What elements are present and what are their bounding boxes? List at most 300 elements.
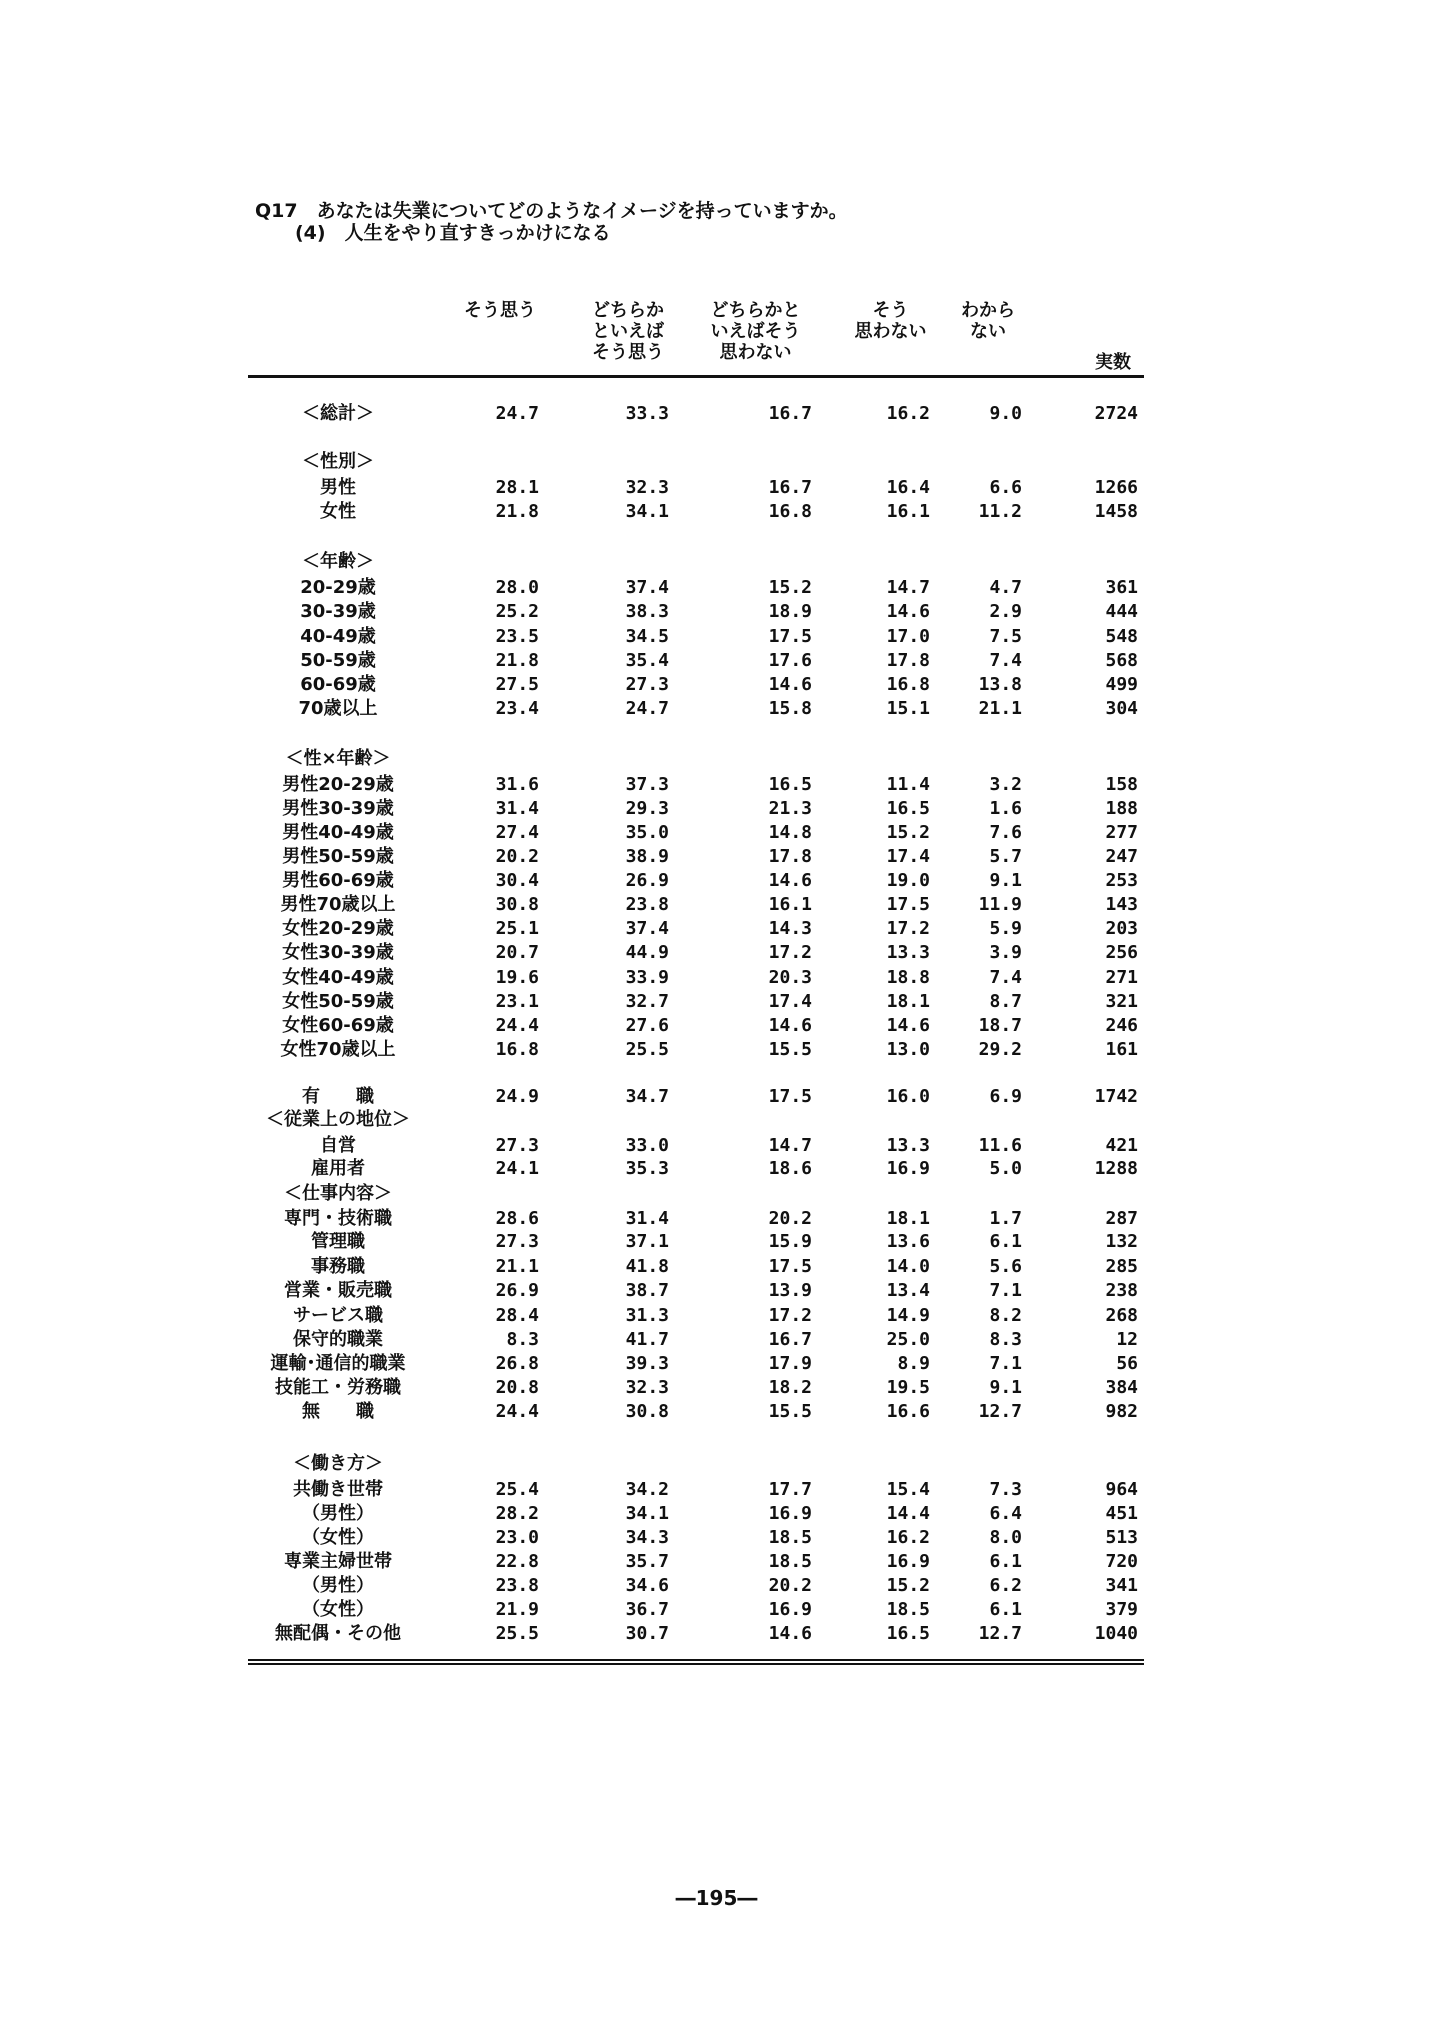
table-row (0, 966, 1433, 990)
table-row (0, 697, 1433, 721)
disagree-value: 14.6 (886, 1015, 930, 1036)
count-value: 161 (1105, 1039, 1138, 1060)
disagree-value: 16.0 (886, 1086, 930, 1107)
table-row (0, 797, 1433, 821)
somewhat-agree-value: 41.8 (625, 1256, 669, 1277)
somewhat-agree-value: 37.4 (625, 577, 669, 598)
row-label: 運輸･通信的職業 (270, 1353, 406, 1374)
disagree-value: 13.3 (886, 1135, 930, 1156)
dont-know-value: 18.7 (978, 1015, 1022, 1036)
agree-value: 30.8 (495, 894, 539, 915)
count-value: 188 (1105, 798, 1138, 819)
row-label: （男性） (302, 1503, 374, 1524)
count-value: 444 (1105, 601, 1138, 622)
disagree-value: 11.4 (886, 774, 930, 795)
col-header-agree: そう思う (464, 300, 536, 321)
dont-know-value: 3.2 (989, 774, 1022, 795)
table-row (0, 1134, 1433, 1158)
disagree-value: 13.0 (886, 1039, 930, 1060)
disagree-value: 18.5 (886, 1599, 930, 1620)
agree-value: 26.9 (495, 1280, 539, 1301)
question-line-2: (4) 人生をやり直すきっかけになる (295, 222, 611, 244)
count-value: 271 (1105, 967, 1138, 988)
agree-value: 21.8 (495, 650, 539, 671)
row-label: 男性30-39歳 (282, 798, 394, 819)
somewhat-agree-value: 32.7 (625, 991, 669, 1012)
agree-value: 21.8 (495, 501, 539, 522)
row-label: 男性40-49歳 (282, 822, 394, 843)
somewhat-disagree-value: 16.8 (768, 501, 812, 522)
somewhat-disagree-value: 18.5 (768, 1551, 812, 1572)
somewhat-agree-value: 29.3 (625, 798, 669, 819)
agree-value: 30.4 (495, 870, 539, 891)
agree-value: 26.8 (495, 1353, 539, 1374)
disagree-value: 17.5 (886, 894, 930, 915)
agree-value: 24.1 (495, 1158, 539, 1179)
somewhat-disagree-value: 17.5 (768, 626, 812, 647)
col-header-count: 実数 (1095, 352, 1131, 373)
count-value: 1742 (1094, 1086, 1138, 1107)
row-label: 女性60-69歳 (282, 1015, 394, 1036)
dont-know-value: 7.1 (989, 1353, 1022, 1374)
table-row (0, 990, 1433, 1014)
somewhat-agree-value: 34.3 (625, 1527, 669, 1548)
section-heading-row (0, 1182, 1433, 1206)
disagree-value: 18.1 (886, 991, 930, 1012)
somewhat-disagree-value: 18.6 (768, 1158, 812, 1179)
section-heading-row (0, 550, 1433, 574)
row-label: ＜総計＞ (302, 403, 374, 424)
dont-know-value: 5.9 (989, 918, 1022, 939)
dont-know-value: 7.4 (989, 967, 1022, 988)
agree-value: 24.4 (495, 1401, 539, 1422)
count-value: 421 (1105, 1135, 1138, 1156)
somewhat-disagree-value: 16.7 (768, 1329, 812, 1350)
dont-know-value: 7.3 (989, 1479, 1022, 1500)
table-row (0, 917, 1433, 941)
table-top-rule (248, 375, 1144, 378)
agree-value: 28.2 (495, 1503, 539, 1524)
somewhat-disagree-value: 14.6 (768, 1623, 812, 1644)
table-row (0, 773, 1433, 797)
disagree-value: 16.6 (886, 1401, 930, 1422)
dont-know-value: 9.0 (989, 403, 1022, 424)
somewhat-disagree-value: 21.3 (768, 798, 812, 819)
count-value: 720 (1105, 1551, 1138, 1572)
disagree-value: 15.1 (886, 698, 930, 719)
table-row (0, 1352, 1433, 1376)
somewhat-agree-value: 41.7 (625, 1329, 669, 1350)
somewhat-disagree-value: 20.2 (768, 1208, 812, 1229)
disagree-value: 13.3 (886, 942, 930, 963)
somewhat-disagree-value: 14.6 (768, 1015, 812, 1036)
table-row (0, 500, 1433, 524)
agree-value: 25.1 (495, 918, 539, 939)
dont-know-value: 13.8 (978, 674, 1022, 695)
disagree-value: 13.4 (886, 1280, 930, 1301)
somewhat-disagree-value: 14.3 (768, 918, 812, 939)
dont-know-value: 5.0 (989, 1158, 1022, 1179)
table-row (0, 1230, 1433, 1254)
somewhat-disagree-value: 18.5 (768, 1527, 812, 1548)
table-row (0, 649, 1433, 673)
agree-value: 20.8 (495, 1377, 539, 1398)
row-label: 専業主婦世帯 (284, 1551, 392, 1572)
table-row (0, 402, 1433, 426)
dont-know-value: 7.4 (989, 650, 1022, 671)
count-value: 247 (1105, 846, 1138, 867)
table-row (0, 1622, 1433, 1646)
somewhat-agree-value: 35.3 (625, 1158, 669, 1179)
somewhat-agree-value: 34.1 (625, 501, 669, 522)
agree-value: 22.8 (495, 1551, 539, 1572)
agree-value: 16.8 (495, 1039, 539, 1060)
disagree-value: 15.2 (886, 822, 930, 843)
count-value: 379 (1105, 1599, 1138, 1620)
somewhat-agree-value: 32.3 (625, 1377, 669, 1398)
dont-know-value: 12.7 (978, 1401, 1022, 1422)
somewhat-disagree-value: 16.7 (768, 403, 812, 424)
somewhat-agree-value: 38.7 (625, 1280, 669, 1301)
disagree-value: 16.1 (886, 501, 930, 522)
row-label: 女性70歳以上 (280, 1039, 396, 1060)
agree-value: 28.1 (495, 477, 539, 498)
somewhat-agree-value: 32.3 (625, 477, 669, 498)
count-value: 238 (1105, 1280, 1138, 1301)
col-header-disagree: そう 思わない (854, 300, 927, 342)
row-label: 共働き世帯 (293, 1479, 383, 1500)
somewhat-agree-value: 34.6 (625, 1575, 669, 1596)
row-label: 保守的職業 (293, 1329, 383, 1350)
table-row (0, 1038, 1433, 1062)
disagree-value: 16.4 (886, 477, 930, 498)
table-bottom-rule (248, 1659, 1144, 1665)
agree-value: 28.0 (495, 577, 539, 598)
agree-value: 24.9 (495, 1086, 539, 1107)
somewhat-agree-value: 30.8 (625, 1401, 669, 1422)
row-label: 女性50-59歳 (282, 991, 394, 1012)
somewhat-agree-value: 30.7 (625, 1623, 669, 1644)
count-value: 287 (1105, 1208, 1138, 1229)
section-heading: ＜仕事内容＞ (284, 1183, 392, 1204)
somewhat-disagree-value: 15.9 (768, 1231, 812, 1252)
count-value: 56 (1116, 1353, 1138, 1374)
agree-value: 20.2 (495, 846, 539, 867)
disagree-value: 16.9 (886, 1158, 930, 1179)
table-row (0, 1502, 1433, 1526)
dont-know-value: 9.1 (989, 870, 1022, 891)
table-row (0, 893, 1433, 917)
dont-know-value: 7.5 (989, 626, 1022, 647)
table-row (0, 1014, 1433, 1038)
agree-value: 28.6 (495, 1208, 539, 1229)
table-row (0, 1304, 1433, 1328)
dont-know-value: 9.1 (989, 1377, 1022, 1398)
count-value: 268 (1105, 1305, 1138, 1326)
dont-know-value: 11.9 (978, 894, 1022, 915)
somewhat-agree-value: 31.4 (625, 1208, 669, 1229)
dont-know-value: 6.1 (989, 1231, 1022, 1252)
question-line-1: Q17 あなたは失業についてどのようなイメージを持っていますか。 (255, 200, 848, 222)
somewhat-disagree-value: 17.9 (768, 1353, 812, 1374)
agree-value: 23.1 (495, 991, 539, 1012)
somewhat-disagree-value: 17.6 (768, 650, 812, 671)
dont-know-value: 8.3 (989, 1329, 1022, 1350)
count-value: 277 (1105, 822, 1138, 843)
row-label: 男性60-69歳 (282, 870, 394, 891)
count-value: 253 (1105, 870, 1138, 891)
somewhat-disagree-value: 16.9 (768, 1503, 812, 1524)
somewhat-disagree-value: 13.9 (768, 1280, 812, 1301)
row-label: 30-39歳 (300, 601, 376, 622)
dont-know-value: 6.4 (989, 1503, 1022, 1524)
somewhat-agree-value: 35.7 (625, 1551, 669, 1572)
table-row (0, 941, 1433, 965)
agree-value: 23.4 (495, 698, 539, 719)
disagree-value: 14.4 (886, 1503, 930, 1524)
somewhat-disagree-value: 16.9 (768, 1599, 812, 1620)
disagree-value: 16.9 (886, 1551, 930, 1572)
row-label: 専門・技術職 (284, 1208, 392, 1229)
somewhat-disagree-value: 16.1 (768, 894, 812, 915)
somewhat-disagree-value: 15.2 (768, 577, 812, 598)
count-value: 451 (1105, 1503, 1138, 1524)
section-heading-row (0, 1108, 1433, 1132)
somewhat-agree-value: 44.9 (625, 942, 669, 963)
count-value: 158 (1105, 774, 1138, 795)
row-label: 男性50-59歳 (282, 846, 394, 867)
disagree-value: 16.2 (886, 403, 930, 424)
section-heading: ＜性×年齢＞ (285, 748, 391, 769)
row-label: 管理職 (311, 1231, 365, 1252)
count-value: 1040 (1094, 1623, 1138, 1644)
dont-know-value: 8.0 (989, 1527, 1022, 1548)
agree-value: 27.4 (495, 822, 539, 843)
row-label: 男性 (320, 477, 356, 498)
row-label: 自営 (320, 1135, 356, 1156)
row-label: 雇用者 (311, 1158, 365, 1179)
dont-know-value: 1.6 (989, 798, 1022, 819)
agree-value: 31.4 (495, 798, 539, 819)
row-label: 20-29歳 (300, 577, 376, 598)
col-header-somewhat-agree: どちらか といえば そう思う (592, 300, 664, 363)
table-row (0, 1400, 1433, 1424)
disagree-value: 14.9 (886, 1305, 930, 1326)
somewhat-agree-value: 24.7 (625, 698, 669, 719)
somewhat-disagree-value: 17.4 (768, 991, 812, 1012)
count-value: 361 (1105, 577, 1138, 598)
agree-value: 23.5 (495, 626, 539, 647)
row-label: （女性） (302, 1527, 374, 1548)
somewhat-agree-value: 35.0 (625, 822, 669, 843)
row-label: 有 職 (302, 1086, 374, 1107)
agree-value: 8.3 (506, 1329, 539, 1350)
agree-value: 27.3 (495, 1135, 539, 1156)
section-heading: ＜従業上の地位＞ (266, 1109, 410, 1130)
row-label: （男性） (302, 1575, 374, 1596)
somewhat-disagree-value: 20.3 (768, 967, 812, 988)
somewhat-disagree-value: 20.2 (768, 1575, 812, 1596)
count-value: 548 (1105, 626, 1138, 647)
agree-value: 28.4 (495, 1305, 539, 1326)
count-value: 285 (1105, 1256, 1138, 1277)
somewhat-disagree-value: 17.7 (768, 1479, 812, 1500)
table-row (0, 1157, 1433, 1181)
count-value: 1266 (1094, 477, 1138, 498)
dont-know-value: 5.6 (989, 1256, 1022, 1277)
somewhat-disagree-value: 14.6 (768, 674, 812, 695)
count-value: 982 (1105, 1401, 1138, 1422)
row-label: 女性40-49歳 (282, 967, 394, 988)
row-label: サービス職 (293, 1305, 383, 1326)
table-row (0, 600, 1433, 624)
disagree-value: 17.2 (886, 918, 930, 939)
dont-know-value: 21.1 (978, 698, 1022, 719)
row-label: 無 職 (302, 1401, 374, 1422)
count-value: 499 (1105, 674, 1138, 695)
agree-value: 21.1 (495, 1256, 539, 1277)
disagree-value: 14.7 (886, 577, 930, 598)
disagree-value: 17.0 (886, 626, 930, 647)
row-label: 50-59歳 (300, 650, 376, 671)
dont-know-value: 4.7 (989, 577, 1022, 598)
somewhat-disagree-value: 17.5 (768, 1086, 812, 1107)
table-row (0, 1598, 1433, 1622)
disagree-value: 19.5 (886, 1377, 930, 1398)
section-heading: ＜性別＞ (302, 451, 374, 472)
agree-value: 25.4 (495, 1479, 539, 1500)
somewhat-agree-value: 33.0 (625, 1135, 669, 1156)
somewhat-agree-value: 34.5 (625, 626, 669, 647)
somewhat-agree-value: 38.3 (625, 601, 669, 622)
somewhat-agree-value: 34.7 (625, 1086, 669, 1107)
somewhat-agree-value: 23.8 (625, 894, 669, 915)
count-value: 341 (1105, 1575, 1138, 1596)
dont-know-value: 6.1 (989, 1551, 1022, 1572)
count-value: 1458 (1094, 501, 1138, 522)
somewhat-agree-value: 25.5 (625, 1039, 669, 1060)
count-value: 964 (1105, 1479, 1138, 1500)
count-value: 143 (1105, 894, 1138, 915)
somewhat-disagree-value: 18.9 (768, 601, 812, 622)
somewhat-disagree-value: 17.2 (768, 1305, 812, 1326)
disagree-value: 14.0 (886, 1256, 930, 1277)
somewhat-disagree-value: 14.8 (768, 822, 812, 843)
table-row (0, 1328, 1433, 1352)
agree-value: 23.0 (495, 1527, 539, 1548)
table-row (0, 845, 1433, 869)
dont-know-value: 2.9 (989, 601, 1022, 622)
disagree-value: 15.4 (886, 1479, 930, 1500)
somewhat-agree-value: 26.9 (625, 870, 669, 891)
somewhat-disagree-value: 14.6 (768, 870, 812, 891)
agree-value: 20.7 (495, 942, 539, 963)
table-row (0, 576, 1433, 600)
count-value: 568 (1105, 650, 1138, 671)
table-row (0, 1574, 1433, 1598)
dont-know-value: 29.2 (978, 1039, 1022, 1060)
disagree-value: 18.1 (886, 1208, 930, 1229)
disagree-value: 16.5 (886, 798, 930, 819)
table-row (0, 1376, 1433, 1400)
agree-value: 21.9 (495, 1599, 539, 1620)
disagree-value: 25.0 (886, 1329, 930, 1350)
somewhat-agree-value: 38.9 (625, 846, 669, 867)
somewhat-agree-value: 37.3 (625, 774, 669, 795)
table-row (0, 869, 1433, 893)
count-value: 12 (1116, 1329, 1138, 1350)
table-row (0, 1550, 1433, 1574)
agree-value: 25.5 (495, 1623, 539, 1644)
dont-know-value: 8.2 (989, 1305, 1022, 1326)
agree-value: 27.3 (495, 1231, 539, 1252)
table-row (0, 1207, 1433, 1231)
disagree-value: 17.8 (886, 650, 930, 671)
table-row (0, 1255, 1433, 1279)
section-heading-row (0, 450, 1433, 474)
table-row (0, 1478, 1433, 1502)
somewhat-agree-value: 35.4 (625, 650, 669, 671)
count-value: 132 (1105, 1231, 1138, 1252)
somewhat-agree-value: 27.6 (625, 1015, 669, 1036)
somewhat-agree-value: 36.7 (625, 1599, 669, 1620)
somewhat-disagree-value: 18.2 (768, 1377, 812, 1398)
row-label: 技能工・労務職 (275, 1377, 401, 1398)
somewhat-disagree-value: 14.7 (768, 1135, 812, 1156)
dont-know-value: 8.7 (989, 991, 1022, 1012)
disagree-value: 17.4 (886, 846, 930, 867)
table-row (0, 1526, 1433, 1550)
table-row (0, 625, 1433, 649)
row-label: 60-69歳 (300, 674, 376, 695)
row-label: 70歳以上 (298, 698, 378, 719)
count-value: 321 (1105, 991, 1138, 1012)
row-label: 男性70歳以上 (280, 894, 396, 915)
somewhat-agree-value: 27.3 (625, 674, 669, 695)
dont-know-value: 1.7 (989, 1208, 1022, 1229)
disagree-value: 16.8 (886, 674, 930, 695)
row-label: 女性30-39歳 (282, 942, 394, 963)
somewhat-agree-value: 34.1 (625, 1503, 669, 1524)
table-row (0, 1279, 1433, 1303)
dont-know-value: 5.7 (989, 846, 1022, 867)
somewhat-disagree-value: 15.5 (768, 1401, 812, 1422)
table-row (0, 476, 1433, 500)
agree-value: 31.6 (495, 774, 539, 795)
disagree-value: 18.8 (886, 967, 930, 988)
somewhat-disagree-value: 17.8 (768, 846, 812, 867)
somewhat-disagree-value: 17.2 (768, 942, 812, 963)
count-value: 513 (1105, 1527, 1138, 1548)
dont-know-value: 12.7 (978, 1623, 1022, 1644)
dont-know-value: 6.9 (989, 1086, 1022, 1107)
somewhat-agree-value: 39.3 (625, 1353, 669, 1374)
agree-value: 23.8 (495, 1575, 539, 1596)
section-heading-row (0, 1452, 1433, 1476)
agree-value: 24.7 (495, 403, 539, 424)
agree-value: 27.5 (495, 674, 539, 695)
row-label: 無配偶・その他 (275, 1623, 401, 1644)
agree-value: 19.6 (495, 967, 539, 988)
dont-know-value: 3.9 (989, 942, 1022, 963)
row-label: 40-49歳 (300, 626, 376, 647)
count-value: 246 (1105, 1015, 1138, 1036)
disagree-value: 15.2 (886, 1575, 930, 1596)
row-label: 事務職 (311, 1256, 365, 1277)
dont-know-value: 7.6 (989, 822, 1022, 843)
dont-know-value: 11.6 (978, 1135, 1022, 1156)
somewhat-agree-value: 37.4 (625, 918, 669, 939)
